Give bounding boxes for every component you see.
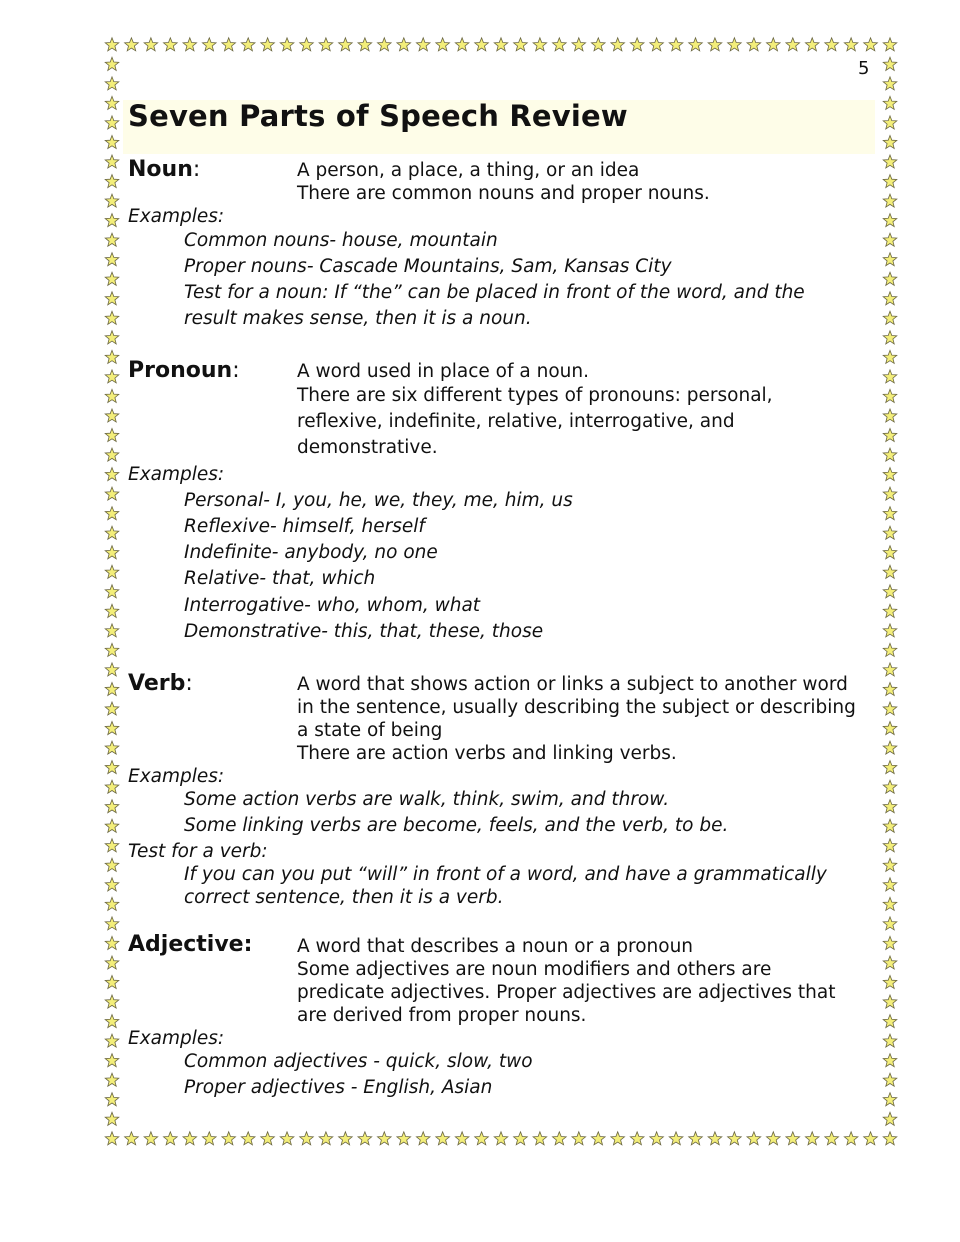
star-icon <box>164 38 178 51</box>
star-icon <box>883 292 897 305</box>
star-icon <box>105 604 119 617</box>
star-icon <box>378 1132 392 1145</box>
star-icon <box>669 38 683 51</box>
star-icon <box>883 311 897 324</box>
term-verb: Verb: <box>128 671 193 696</box>
star-icon <box>669 1132 683 1145</box>
star-icon <box>105 350 119 363</box>
definition-line: are derived from proper nouns. <box>297 1005 587 1026</box>
star-icon <box>883 761 897 774</box>
star-icon <box>105 780 119 793</box>
star-icon <box>105 683 119 696</box>
definition-line: A word used in place of a noun. <box>297 361 589 382</box>
star-icon <box>883 604 897 617</box>
star-icon <box>883 331 897 344</box>
star-icon <box>650 38 664 51</box>
star-icon <box>883 1015 897 1028</box>
example-line: Proper nouns- Cascade Mountains, Sam, Kansas City <box>184 256 672 277</box>
star-icon <box>105 468 119 481</box>
star-icon <box>105 272 119 285</box>
star-icon <box>105 331 119 344</box>
star-icon <box>241 1132 255 1145</box>
star-icon <box>747 1132 761 1145</box>
star-icon <box>883 1093 897 1106</box>
star-icon <box>883 487 897 500</box>
star-icon <box>105 389 119 402</box>
star-icon <box>883 1054 897 1067</box>
star-icon <box>883 780 897 793</box>
star-icon <box>786 38 800 51</box>
star-icon <box>883 429 897 442</box>
star-icon <box>105 214 119 227</box>
star-icon <box>514 38 528 51</box>
star-icon <box>883 839 897 852</box>
star-icon <box>416 1132 430 1145</box>
star-icon <box>280 1132 294 1145</box>
star-icon <box>883 565 897 578</box>
star-icon <box>105 57 119 70</box>
star-icon <box>339 1132 353 1145</box>
star-icon <box>883 448 897 461</box>
star-icon <box>767 38 781 51</box>
star-icon <box>883 1073 897 1086</box>
term-noun: Noun: <box>128 157 201 182</box>
star-icon <box>105 136 119 149</box>
term-pronoun: Pronoun: <box>128 358 240 383</box>
star-icon <box>241 38 255 51</box>
example-line: Some action verbs are walk, think, swim, and throw. <box>184 789 670 810</box>
star-icon <box>844 1132 858 1145</box>
star-icon <box>825 38 839 51</box>
star-icon <box>105 1093 119 1106</box>
star-icon <box>883 917 897 930</box>
star-icon <box>883 77 897 90</box>
test-label: Test for a verb: <box>128 841 268 862</box>
star-icon <box>358 1132 372 1145</box>
star-icon <box>883 350 897 363</box>
star-icon <box>708 1132 722 1145</box>
star-icon <box>883 683 897 696</box>
definition-line: predicate adjectives. Proper adjectives are adjectives that <box>297 982 836 1003</box>
star-icon <box>105 175 119 188</box>
star-icon <box>455 1132 469 1145</box>
example-line: Indefinite- anybody, no one <box>184 542 438 563</box>
star-icon <box>689 1132 703 1145</box>
star-icon <box>105 1132 119 1145</box>
star-icon <box>572 38 586 51</box>
example-line: result makes sense, then it is a noun. <box>184 308 532 329</box>
star-icon <box>105 96 119 109</box>
example-line: Reflexive- himself, herself <box>184 516 425 537</box>
star-icon <box>105 858 119 871</box>
star-icon <box>319 1132 333 1145</box>
definition-line: in the sentence, usually describing the subject or describing <box>297 697 856 718</box>
star-icon <box>533 1132 547 1145</box>
term-adjective: Adjective: <box>128 932 253 957</box>
star-icon <box>105 546 119 559</box>
definition-line: There are common nouns and proper nouns. <box>297 183 710 204</box>
star-icon <box>397 38 411 51</box>
page-number: 5 <box>858 58 870 79</box>
star-icon <box>728 38 742 51</box>
star-icon <box>728 1132 742 1145</box>
example-line: Common adjectives - quick, slow, two <box>184 1051 533 1072</box>
star-icon <box>650 1132 664 1145</box>
definition-line: A person, a place, a thing, or an idea <box>297 160 640 181</box>
star-icon <box>105 897 119 910</box>
star-icon <box>630 1132 644 1145</box>
star-icon <box>339 38 353 51</box>
star-icon <box>883 409 897 422</box>
star-icon <box>164 1132 178 1145</box>
definition-line: A word that describes a noun or a pronoun <box>297 936 694 957</box>
star-icon <box>689 38 703 51</box>
star-icon <box>883 57 897 70</box>
star-icon <box>280 38 294 51</box>
example-line: Common nouns- house, mountain <box>184 230 498 251</box>
star-icon <box>105 116 119 129</box>
star-icon <box>105 370 119 383</box>
star-icon <box>202 1132 216 1145</box>
star-icon <box>494 38 508 51</box>
star-icon <box>591 38 605 51</box>
example-line: Relative- that, which <box>184 568 376 589</box>
star-icon <box>883 624 897 637</box>
star-icon <box>105 292 119 305</box>
star-icon <box>883 214 897 227</box>
star-icon <box>708 38 722 51</box>
definition-line: A word that shows action or links a subject to another word <box>297 674 848 695</box>
test-line: correct sentence, then it is a verb. <box>184 887 504 908</box>
star-icon <box>105 702 119 715</box>
star-icon <box>105 663 119 676</box>
page-title: Seven Parts of Speech Review <box>128 99 628 133</box>
star-icon <box>105 976 119 989</box>
star-icon <box>358 38 372 51</box>
star-icon <box>747 38 761 51</box>
examples-label: Examples: <box>128 464 225 485</box>
star-icon <box>105 77 119 90</box>
star-icon <box>397 1132 411 1145</box>
star-icon <box>864 38 878 51</box>
star-icon <box>105 995 119 1008</box>
star-icon <box>553 38 567 51</box>
star-icon <box>883 96 897 109</box>
star-icon <box>883 858 897 871</box>
star-icon <box>105 1112 119 1125</box>
star-icon <box>105 643 119 656</box>
star-icon <box>883 1112 897 1125</box>
star-icon <box>883 956 897 969</box>
star-icon <box>105 1034 119 1047</box>
star-icon <box>883 585 897 598</box>
star-icon <box>805 38 819 51</box>
definition-line: reflexive, indefinite, relative, interrogative, and <box>297 411 735 432</box>
star-icon <box>883 819 897 832</box>
star-icon <box>611 38 625 51</box>
star-icon <box>125 1132 139 1145</box>
star-icon <box>883 194 897 207</box>
star-icon <box>105 878 119 891</box>
star-icon <box>416 38 430 51</box>
definition-line: a state of being <box>297 720 443 741</box>
star-icon <box>105 917 119 930</box>
star-icon <box>883 643 897 656</box>
star-icon <box>105 956 119 969</box>
star-icon <box>514 1132 528 1145</box>
star-icon <box>202 38 216 51</box>
example-line: Interrogative- who, whom, what <box>184 595 481 616</box>
star-icon <box>105 448 119 461</box>
star-icon <box>805 1132 819 1145</box>
star-icon <box>300 38 314 51</box>
examples-label: Examples: <box>128 206 225 227</box>
star-icon <box>105 1054 119 1067</box>
star-icon <box>553 1132 567 1145</box>
star-icon <box>786 1132 800 1145</box>
star-icon <box>883 116 897 129</box>
star-icon <box>883 878 897 891</box>
star-icon <box>883 546 897 559</box>
star-icon <box>105 839 119 852</box>
star-icon <box>105 1073 119 1086</box>
star-icon <box>455 38 469 51</box>
star-icon <box>611 1132 625 1145</box>
star-icon <box>844 38 858 51</box>
star-icon <box>183 1132 197 1145</box>
star-icon <box>883 722 897 735</box>
star-icon <box>222 1132 236 1145</box>
star-icon <box>105 741 119 754</box>
example-line: Proper adjectives - English, Asian <box>184 1077 493 1098</box>
star-icon <box>105 585 119 598</box>
star-icon <box>591 1132 605 1145</box>
star-icon <box>883 936 897 949</box>
star-icon <box>883 38 897 51</box>
star-icon <box>378 38 392 51</box>
star-icon <box>883 233 897 246</box>
star-icon <box>105 1015 119 1028</box>
star-icon <box>533 38 547 51</box>
star-icon <box>105 409 119 422</box>
star-icon <box>319 38 333 51</box>
star-icon <box>105 565 119 578</box>
star-icon <box>105 507 119 520</box>
star-icon <box>883 976 897 989</box>
star-icon <box>105 311 119 324</box>
star-icon <box>883 663 897 676</box>
star-icon <box>105 722 119 735</box>
definition-line: demonstrative. <box>297 437 438 458</box>
star-icon <box>436 1132 450 1145</box>
star-icon <box>436 38 450 51</box>
star-icon <box>261 38 275 51</box>
star-icon <box>883 155 897 168</box>
star-icon <box>883 800 897 813</box>
star-icon <box>105 624 119 637</box>
star-icon <box>105 253 119 266</box>
star-icon <box>105 194 119 207</box>
star-icon <box>883 175 897 188</box>
examples-label: Examples: <box>128 1028 225 1049</box>
star-icon <box>105 526 119 539</box>
star-icon <box>883 389 897 402</box>
star-icon <box>222 38 236 51</box>
star-icon <box>864 1132 878 1145</box>
star-icon <box>105 233 119 246</box>
star-icon <box>883 702 897 715</box>
star-icon <box>105 800 119 813</box>
star-icon <box>183 38 197 51</box>
star-icon <box>105 936 119 949</box>
star-icon <box>475 1132 489 1145</box>
star-icon <box>883 507 897 520</box>
star-icon <box>883 136 897 149</box>
definition-line: There are action verbs and linking verbs. <box>297 743 677 764</box>
example-line: Demonstrative- this, that, these, those <box>184 621 544 642</box>
example-line: Test for a noun: If “the” can be placed in front of the word, and the <box>184 282 805 303</box>
star-icon <box>883 995 897 1008</box>
star-icon <box>105 761 119 774</box>
definition-line: Some adjectives are noun modifiers and others are <box>297 959 772 980</box>
star-icon <box>105 155 119 168</box>
star-icon <box>125 38 139 51</box>
star-icon <box>883 526 897 539</box>
star-icon <box>883 253 897 266</box>
definition-line: There are six different types of pronouns: personal, <box>297 385 773 406</box>
star-icon <box>883 897 897 910</box>
star-icon <box>767 1132 781 1145</box>
star-icon <box>883 1132 897 1145</box>
examples-label: Examples: <box>128 766 225 787</box>
star-icon <box>494 1132 508 1145</box>
star-icon <box>475 38 489 51</box>
star-icon <box>261 1132 275 1145</box>
example-line: Personal- I, you, he, we, they, me, him, us <box>184 490 573 511</box>
star-icon <box>883 1034 897 1047</box>
star-icon <box>144 38 158 51</box>
star-icon <box>105 487 119 500</box>
star-icon <box>144 1132 158 1145</box>
star-icon <box>105 38 119 51</box>
star-icon <box>883 741 897 754</box>
star-icon <box>105 819 119 832</box>
star-icon <box>883 370 897 383</box>
test-line: If you can you put “will” in front of a word, and have a grammatically <box>184 864 827 885</box>
star-icon <box>572 1132 586 1145</box>
star-icon <box>825 1132 839 1145</box>
star-icon <box>883 468 897 481</box>
star-icon <box>630 38 644 51</box>
star-icon <box>300 1132 314 1145</box>
example-line: Some linking verbs are become, feels, and the verb, to be. <box>184 815 729 836</box>
star-icon <box>883 272 897 285</box>
star-icon <box>105 429 119 442</box>
